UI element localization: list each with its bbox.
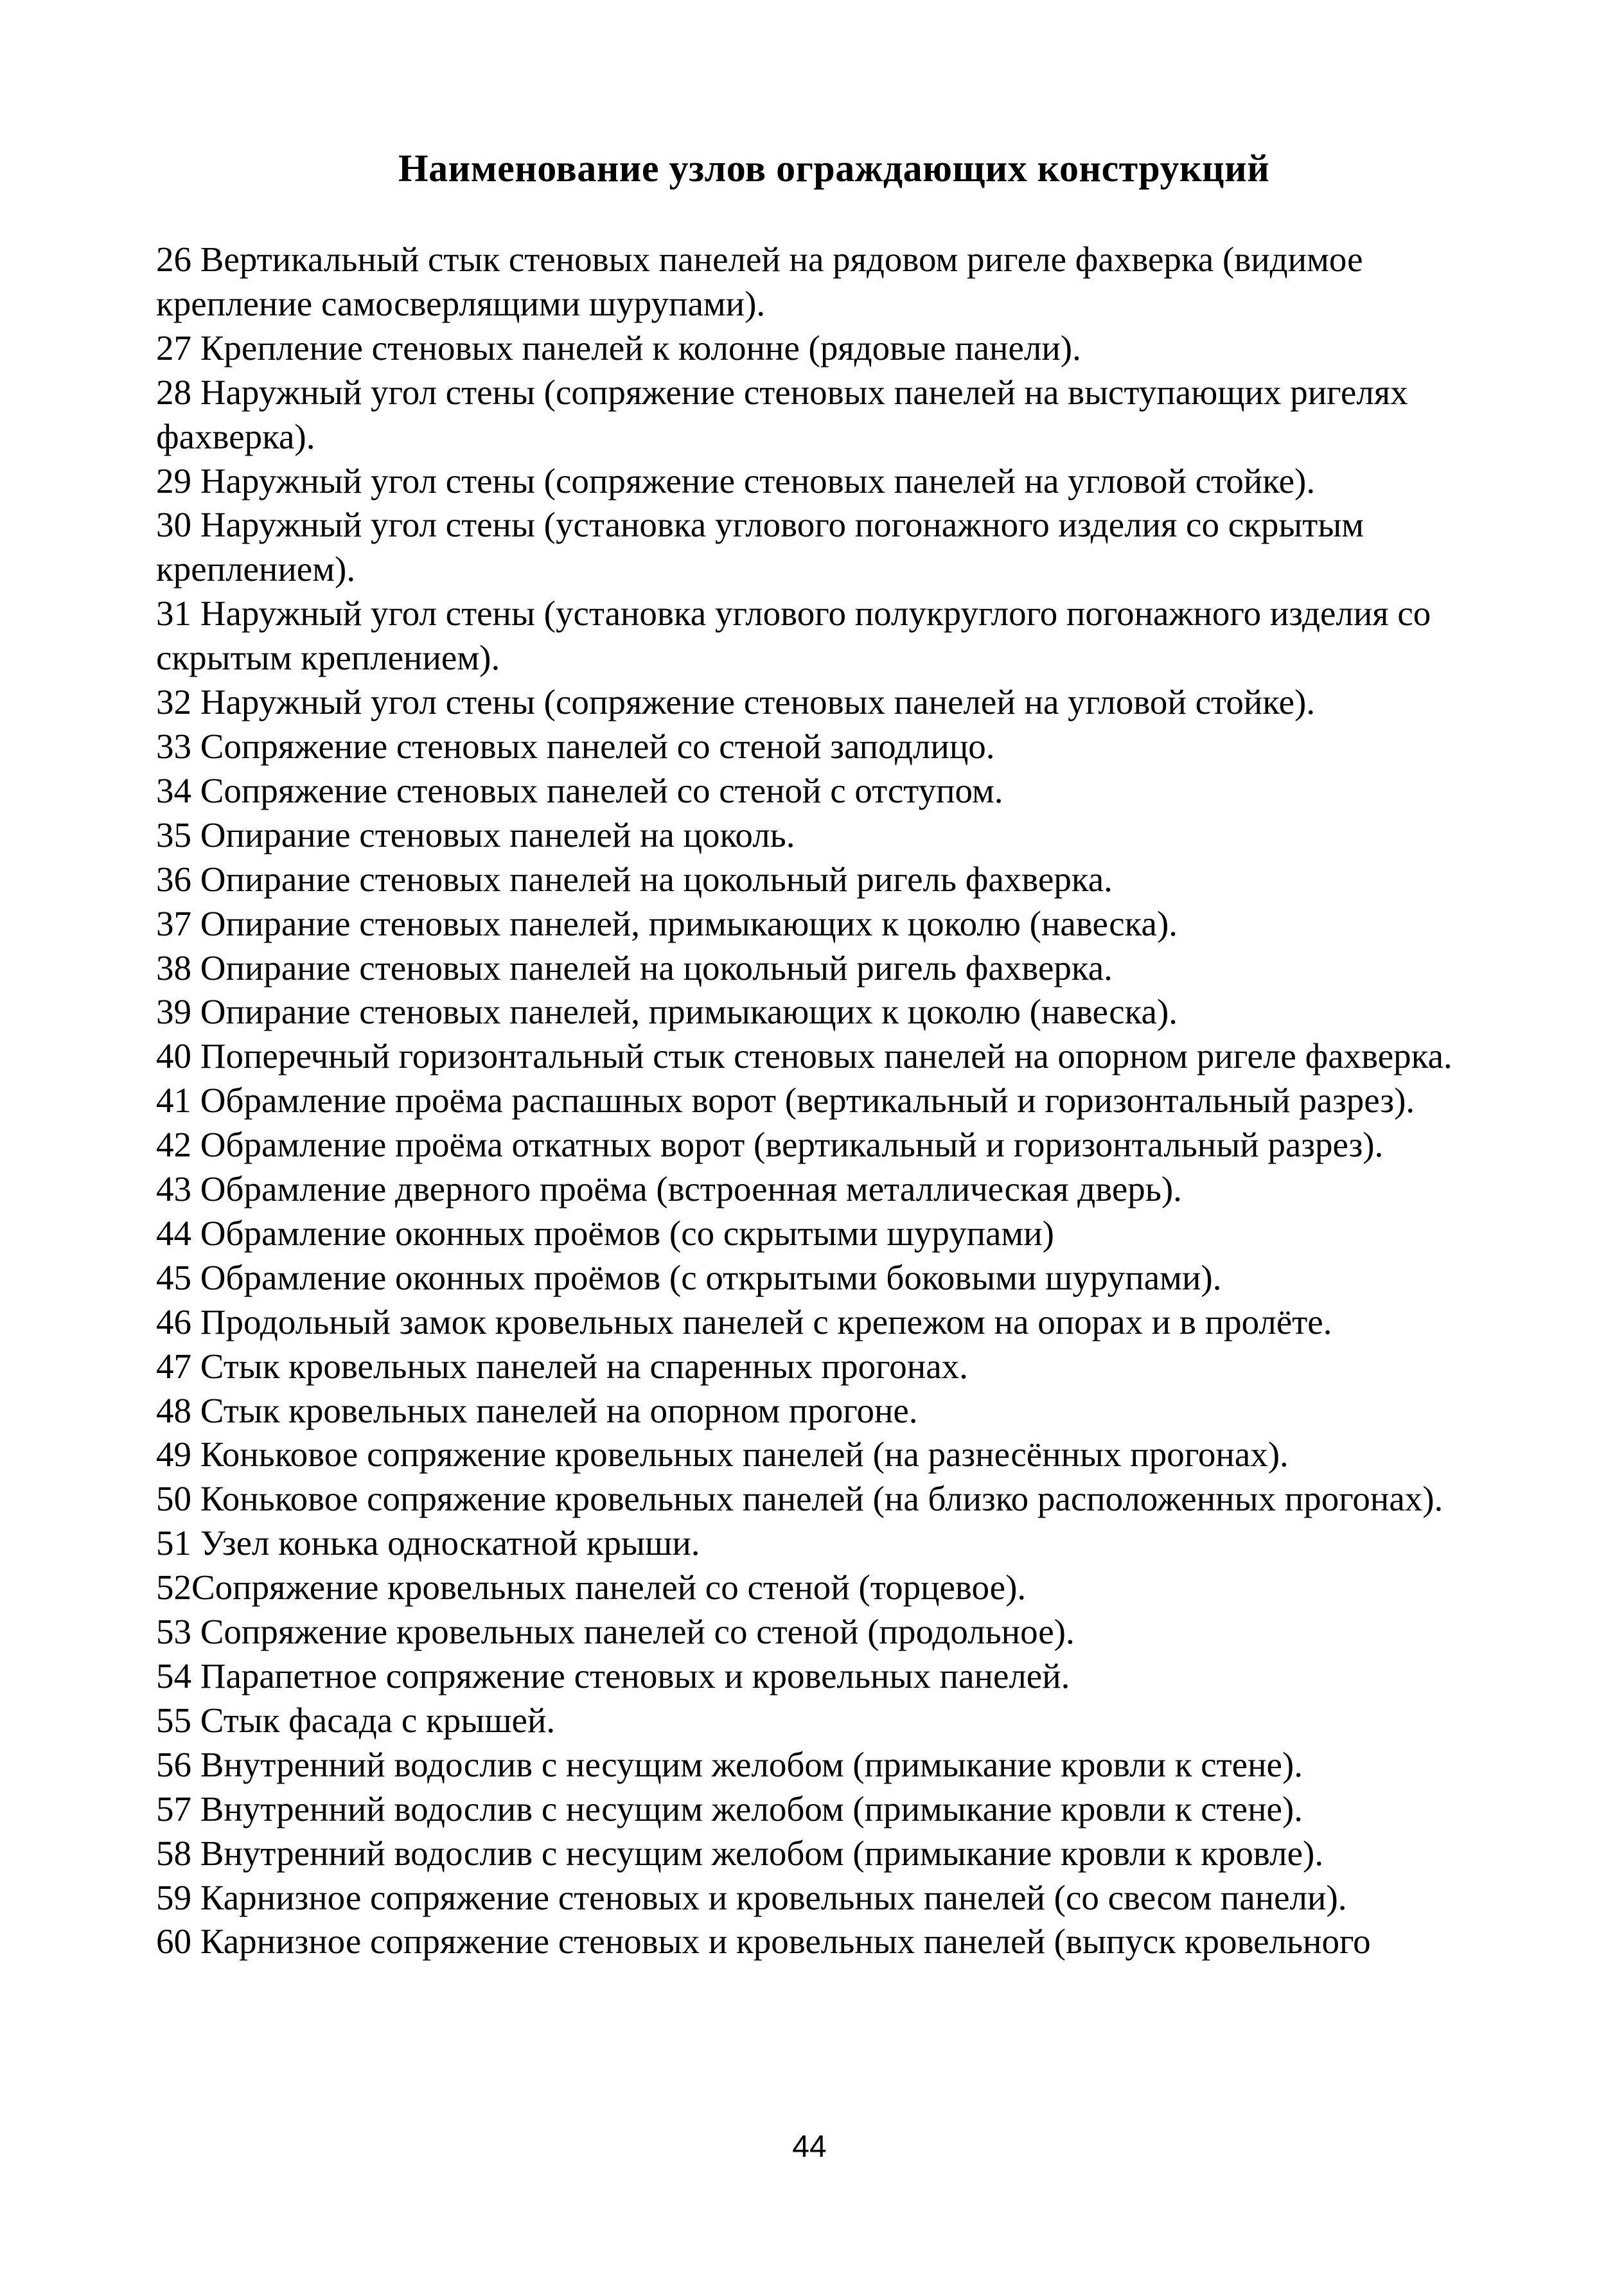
list-item: 49 Коньковое сопряжение кровельных панелей (на разнесённых прогонах). bbox=[156, 1435, 1289, 1474]
page-number: 44 bbox=[792, 2130, 827, 2164]
list-item: 57 Внутренний водослив с несущим желобом (примыкание кровли к стене). bbox=[156, 1789, 1303, 1828]
list-item: 40 Поперечный горизонтальный стык стеновых панелей на опорном ригеле фахверка. bbox=[156, 1036, 1452, 1076]
list-item: 58 Внутренний водослив с несущим желобом (примыкание кровли к кровле). bbox=[156, 1833, 1324, 1873]
list-item: 59 Карнизное сопряжение стеновых и кровельных панелей (со свесом панели). bbox=[156, 1877, 1347, 1917]
list-item: 36 Опирание стеновых панелей на цокольный ригель фахверка. bbox=[156, 859, 1113, 899]
list-item: 41 Обрамление проёма распашных ворот (вертикальный и горизонтальный разрез). bbox=[156, 1081, 1415, 1120]
list-item: 30 Наружный угол стены (установка углового погонажного изделия со скрытым креплением). bbox=[156, 505, 1364, 589]
list-item: 35 Опирание стеновых панелей на цоколь. bbox=[156, 815, 795, 854]
list-item: 39 Опирание стеновых панелей, примыкающих к цоколю (навеска). bbox=[156, 992, 1178, 1032]
list-item: 38 Опирание стеновых панелей на цокольный ригель фахверка. bbox=[156, 948, 1113, 987]
list-item: 32 Наружный угол стены (сопряжение стеновых панелей на угловой стойке). bbox=[156, 682, 1316, 722]
list-item: 53 Сопряжение кровельных панелей со стеной (продольное). bbox=[156, 1612, 1075, 1652]
list-item: 50 Коньковое сопряжение кровельных панелей (на близко расположенных прогонах). bbox=[156, 1479, 1443, 1519]
list-item: 31 Наружный угол стены (установка углового полукруглого погонажного изделия со скрытым креплением). bbox=[156, 594, 1431, 678]
list-item: 45 Обрамление оконных проёмов (с открытыми боковыми шурупами). bbox=[156, 1257, 1222, 1297]
list-item: 51 Узел конька односкатной крыши. bbox=[156, 1523, 700, 1563]
list-item: 52Сопряжение кровельных панелей со стеной (торцевое). bbox=[156, 1568, 1027, 1607]
list-item: 43 Обрамление дверного проёма (встроенная металлическая дверь). bbox=[156, 1169, 1182, 1209]
list-item: 44 Обрамление оконных проёмов (со скрытыми шурупами) bbox=[156, 1213, 1054, 1253]
list-item: 54 Парапетное сопряжение стеновых и кровельных панелей. bbox=[156, 1656, 1070, 1695]
list-item: 28 Наружный угол стены (сопряжение стеновых панелей на выступающих ригелях фахверка). bbox=[156, 372, 1408, 456]
list-item: 42 Обрамление проёма откатных ворот (вертикальный и горизонтальный разрез). bbox=[156, 1125, 1384, 1165]
node-list bbox=[156, 238, 1512, 1964]
list-item: 27 Крепление стеновых панелей к колонне (рядовые панели). bbox=[156, 328, 1081, 367]
list-item: 48 Стык кровельных панелей на опорном прогоне. bbox=[156, 1390, 918, 1430]
list-item: 47 Стык кровельных панелей на спаренных прогонах. bbox=[156, 1346, 968, 1386]
page-title: Наименование узлов ограждающих конструкций bbox=[398, 147, 1270, 190]
list-item: 60 Карнизное сопряжение стеновых и кровельных панелей (выпуск кровельного bbox=[156, 1922, 1371, 1961]
list-item: 55 Стык фасада с крышей. bbox=[156, 1700, 556, 1740]
list-item: 56 Внутренний водослив с несущим желобом (примыкание кровли к стене). bbox=[156, 1744, 1303, 1784]
list-item: 46 Продольный замок кровельных панелей с крепежом на опорах и в пролёте. bbox=[156, 1302, 1332, 1341]
list-item: 37 Опирание стеновых панелей, примыкающих к цоколю (навеска). bbox=[156, 903, 1178, 943]
list-item: 26 Вертикальный стык стеновых панелей на рядовом ригеле фахверка (видимое крепление самосверлящими шурупами). bbox=[156, 240, 1363, 323]
list-item: 34 Сопряжение стеновых панелей со стеной с отступом. bbox=[156, 770, 1003, 810]
list-item: 33 Сопряжение стеновых панелей со стеной заподлицо. bbox=[156, 726, 995, 766]
list-item: 29 Наружный угол стены (сопряжение стеновых панелей на угловой стойке). bbox=[156, 461, 1316, 500]
